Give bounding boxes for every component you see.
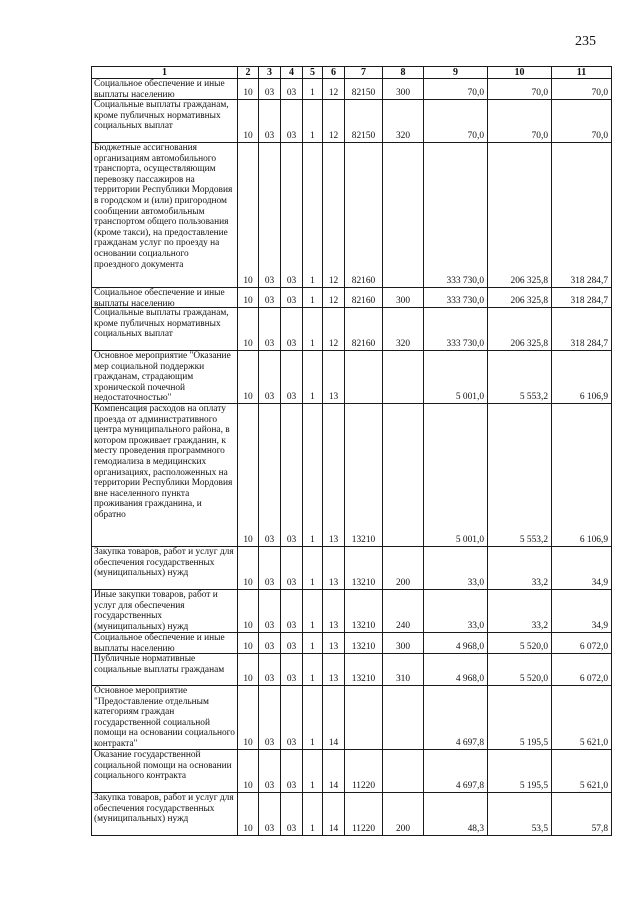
col-header: 6: [323, 67, 345, 79]
cell-c5: 1: [303, 590, 323, 633]
row-name: [92, 750, 238, 793]
row-name: [92, 793, 238, 836]
cell-c5: 1: [303, 633, 323, 654]
cell-c5: 1: [303, 793, 323, 836]
page-number: 235: [575, 34, 596, 49]
cell-c4: 03: [281, 633, 303, 654]
cell-c11: 6 106,9: [552, 351, 612, 404]
cell-c9: 33,0: [424, 547, 488, 590]
cell-c4: 03: [281, 547, 303, 590]
cell-c7: 13210: [345, 404, 383, 547]
col-header: 2: [238, 67, 259, 79]
cell-c7: 13210: [345, 654, 383, 686]
cell-c6: 13: [323, 547, 345, 590]
cell-c6: 12: [323, 143, 345, 288]
cell-c4: 03: [281, 100, 303, 143]
cell-c7: 82150: [345, 100, 383, 143]
cell-c5: 1: [303, 686, 323, 750]
col-header: 3: [259, 67, 281, 79]
header-row: [92, 67, 612, 79]
cell-c6: 14: [323, 750, 345, 793]
row-name: [92, 308, 238, 351]
row-name-text: Основное мероприятие "Предоставление отдельным категориям граждан государственной социальной помощи на основании социального контракта": [94, 686, 235, 749]
cell-c10: 33,2: [488, 547, 552, 590]
cell-c9: 5 001,0: [424, 404, 488, 547]
cell-c6: 13: [323, 404, 345, 547]
cell-c2: 10: [238, 547, 259, 590]
cell-c10: 5 520,0: [488, 633, 552, 654]
cell-c9: 4 968,0: [424, 654, 488, 686]
cell-c11: 6 072,0: [552, 654, 612, 686]
cell-c9: 70,0: [424, 79, 488, 100]
cell-c11: 6 106,9: [552, 404, 612, 547]
cell-c5: 1: [303, 750, 323, 793]
cell-c7: [345, 686, 383, 750]
table-row: [92, 404, 612, 547]
cell-c4: 03: [281, 654, 303, 686]
cell-c3: 03: [259, 143, 281, 288]
cell-c10: 33,2: [488, 590, 552, 633]
cell-c2: 10: [238, 100, 259, 143]
cell-c10: 5 553,2: [488, 351, 552, 404]
cell-c11: 34,9: [552, 590, 612, 633]
cell-c7: 82150: [345, 79, 383, 100]
row-name-text: Оказание государственной социальной помощи на основании социального контракта: [94, 750, 232, 782]
table-body: [92, 79, 612, 836]
cell-c6: 13: [323, 654, 345, 686]
row-name-text: Компенсация расходов на оплату проезда от административного центра муниципального района, в котором проживает гражданин, к месту проведения программного гемодиализа в медицинских организациях, расположенных на территории Республики Мордовия вне населенного пункта проживания гражданина, и обратно: [94, 404, 233, 520]
cell-c8: 300: [383, 633, 424, 654]
cell-c2: 10: [238, 308, 259, 351]
row-name-text: Закупка товаров, работ и услуг для обеспечения государственных (муниципальных) нужд: [94, 547, 234, 579]
cell-c6: 13: [323, 590, 345, 633]
cell-c3: 03: [259, 404, 281, 547]
col-header: 11: [552, 67, 612, 79]
cell-c8: 320: [383, 308, 424, 351]
cell-c2: 10: [238, 686, 259, 750]
cell-c3: 03: [259, 793, 281, 836]
table-row: [92, 351, 612, 404]
row-name-text: Социальное обеспечение и иные выплаты населению: [94, 288, 225, 307]
cell-c2: 10: [238, 404, 259, 547]
col-header: 10: [488, 67, 552, 79]
cell-c5: 1: [303, 308, 323, 351]
cell-c8: 300: [383, 79, 424, 100]
cell-c3: 03: [259, 308, 281, 351]
cell-c2: 10: [238, 590, 259, 633]
cell-c3: 03: [259, 750, 281, 793]
table-row: [92, 654, 612, 686]
cell-c9: 5 001,0: [424, 351, 488, 404]
col-header: 7: [345, 67, 383, 79]
cell-c2: 10: [238, 633, 259, 654]
cell-c2: 10: [238, 654, 259, 686]
cell-c7: 82160: [345, 308, 383, 351]
cell-c3: 03: [259, 288, 281, 308]
cell-c9: 333 730,0: [424, 308, 488, 351]
cell-c4: 03: [281, 590, 303, 633]
row-name: [92, 288, 238, 308]
cell-c7: [345, 351, 383, 404]
cell-c4: 03: [281, 143, 303, 288]
cell-c8: 300: [383, 288, 424, 308]
cell-c4: 03: [281, 404, 303, 547]
cell-c3: 03: [259, 547, 281, 590]
cell-c6: 13: [323, 351, 345, 404]
table-row: [92, 686, 612, 750]
cell-c5: 1: [303, 654, 323, 686]
row-name-text: Закупка товаров, работ и услуг для обеспечения государственных (муниципальных) нужд: [94, 793, 234, 825]
col-header: 5: [303, 67, 323, 79]
row-name-text: Социальные выплаты гражданам, кроме публичных нормативных социальных выплат: [94, 308, 229, 340]
cell-c10: 5 195,5: [488, 750, 552, 793]
cell-c11: 318 284,7: [552, 143, 612, 288]
cell-c4: 03: [281, 793, 303, 836]
cell-c3: 03: [259, 590, 281, 633]
cell-c7: 82160: [345, 288, 383, 308]
cell-c2: 10: [238, 79, 259, 100]
row-name: [92, 404, 238, 547]
cell-c5: 1: [303, 547, 323, 590]
cell-c4: 03: [281, 686, 303, 750]
table-row: [92, 633, 612, 654]
table-row: [92, 750, 612, 793]
cell-c10: 70,0: [488, 100, 552, 143]
cell-c6: 12: [323, 288, 345, 308]
cell-c6: 14: [323, 686, 345, 750]
cell-c8: 320: [383, 100, 424, 143]
cell-c5: 1: [303, 351, 323, 404]
row-name-text: Социальные выплаты гражданам, кроме публичных нормативных социальных выплат: [94, 100, 229, 132]
cell-c3: 03: [259, 686, 281, 750]
cell-c3: 03: [259, 100, 281, 143]
cell-c8: [383, 404, 424, 547]
cell-c5: 1: [303, 288, 323, 308]
cell-c3: 03: [259, 654, 281, 686]
cell-c11: 70,0: [552, 79, 612, 100]
row-name: [92, 590, 238, 633]
cell-c5: 1: [303, 79, 323, 100]
cell-c8: [383, 351, 424, 404]
cell-c11: 318 284,7: [552, 288, 612, 308]
cell-c8: 200: [383, 793, 424, 836]
cell-c9: 333 730,0: [424, 143, 488, 288]
cell-c10: 206 325,8: [488, 143, 552, 288]
cell-c10: 206 325,8: [488, 288, 552, 308]
table-row: [92, 100, 612, 143]
cell-c4: 03: [281, 351, 303, 404]
cell-c4: 03: [281, 308, 303, 351]
cell-c10: 5 195,5: [488, 686, 552, 750]
table-row: [92, 793, 612, 836]
cell-c6: 12: [323, 100, 345, 143]
cell-c11: 318 284,7: [552, 308, 612, 351]
cell-c8: [383, 686, 424, 750]
cell-c8: 240: [383, 590, 424, 633]
cell-c11: 6 072,0: [552, 633, 612, 654]
cell-c2: 10: [238, 288, 259, 308]
cell-c7: 11220: [345, 750, 383, 793]
row-name-text: Бюджетные ассигнования организациям автомобильного транспорта, осуществляющим перевозку пассажиров на территории Республики Мордовия в городском и (или) пригородном сообщении автомобильным транспортом общего пользования (кроме такси), на предоставление гражданам услуг по проезду на основании социального проездного документа: [94, 143, 233, 270]
row-name: [92, 547, 238, 590]
cell-c4: 03: [281, 79, 303, 100]
cell-c3: 03: [259, 79, 281, 100]
cell-c6: 12: [323, 308, 345, 351]
col-header: 8: [383, 67, 424, 79]
cell-c9: 4 697,8: [424, 750, 488, 793]
col-header: 1: [92, 67, 238, 79]
cell-c7: 13210: [345, 590, 383, 633]
row-name: [92, 100, 238, 143]
cell-c3: 03: [259, 351, 281, 404]
cell-c10: 206 325,8: [488, 308, 552, 351]
table-row: [92, 143, 612, 288]
col-header: 4: [281, 67, 303, 79]
cell-c10: 5 553,2: [488, 404, 552, 547]
row-name: [92, 79, 238, 100]
cell-c6: 12: [323, 79, 345, 100]
cell-c9: 4 697,8: [424, 686, 488, 750]
cell-c8: [383, 143, 424, 288]
cell-c7: 13210: [345, 547, 383, 590]
table-row: [92, 79, 612, 100]
cell-c8: 200: [383, 547, 424, 590]
table-row: [92, 547, 612, 590]
cell-c11: 5 621,0: [552, 750, 612, 793]
cell-c7: 11220: [345, 793, 383, 836]
cell-c2: 10: [238, 351, 259, 404]
cell-c5: 1: [303, 100, 323, 143]
cell-c9: 48,3: [424, 793, 488, 836]
row-name-text: Социальное обеспечение и иные выплаты населению: [94, 79, 225, 99]
col-header: 9: [424, 67, 488, 79]
cell-c7: 82160: [345, 143, 383, 288]
cell-c9: 4 968,0: [424, 633, 488, 654]
cell-c10: 5 520,0: [488, 654, 552, 686]
table-row: [92, 288, 612, 308]
cell-c5: 1: [303, 404, 323, 547]
cell-c11: 57,8: [552, 793, 612, 836]
cell-c9: 33,0: [424, 590, 488, 633]
cell-c8: 310: [383, 654, 424, 686]
cell-c7: 13210: [345, 633, 383, 654]
row-name: [92, 633, 238, 654]
cell-c11: 5 621,0: [552, 686, 612, 750]
row-name: [92, 351, 238, 404]
cell-c8: [383, 750, 424, 793]
row-name: [92, 654, 238, 686]
cell-c3: 03: [259, 633, 281, 654]
cell-c11: 34,9: [552, 547, 612, 590]
table-row: [92, 590, 612, 633]
cell-c10: 53,5: [488, 793, 552, 836]
cell-c9: 70,0: [424, 100, 488, 143]
cell-c5: 1: [303, 143, 323, 288]
cell-c6: 14: [323, 793, 345, 836]
cell-c4: 03: [281, 288, 303, 308]
cell-c6: 13: [323, 633, 345, 654]
row-name-text: Социальное обеспечение и иные выплаты населению: [94, 633, 225, 653]
row-name-text: Основное мероприятие "Оказание мер социальной поддержки гражданам, страдающим хронической почечной недостаточностью": [94, 351, 231, 403]
cell-c10: 70,0: [488, 79, 552, 100]
cell-c2: 10: [238, 793, 259, 836]
cell-c4: 03: [281, 750, 303, 793]
row-name: [92, 686, 238, 750]
cell-c9: 333 730,0: [424, 288, 488, 308]
row-name-text: Иные закупки товаров, работ и услуг для обеспечения государственных (муниципальных) нужд: [94, 590, 218, 632]
row-name: [92, 143, 238, 288]
cell-c11: 70,0: [552, 100, 612, 143]
row-name-text: Публичные нормативные социальные выплаты гражданам: [94, 654, 225, 675]
cell-c2: 10: [238, 143, 259, 288]
cell-c2: 10: [238, 750, 259, 793]
table-row: [92, 308, 612, 351]
budget-table: [91, 66, 612, 836]
